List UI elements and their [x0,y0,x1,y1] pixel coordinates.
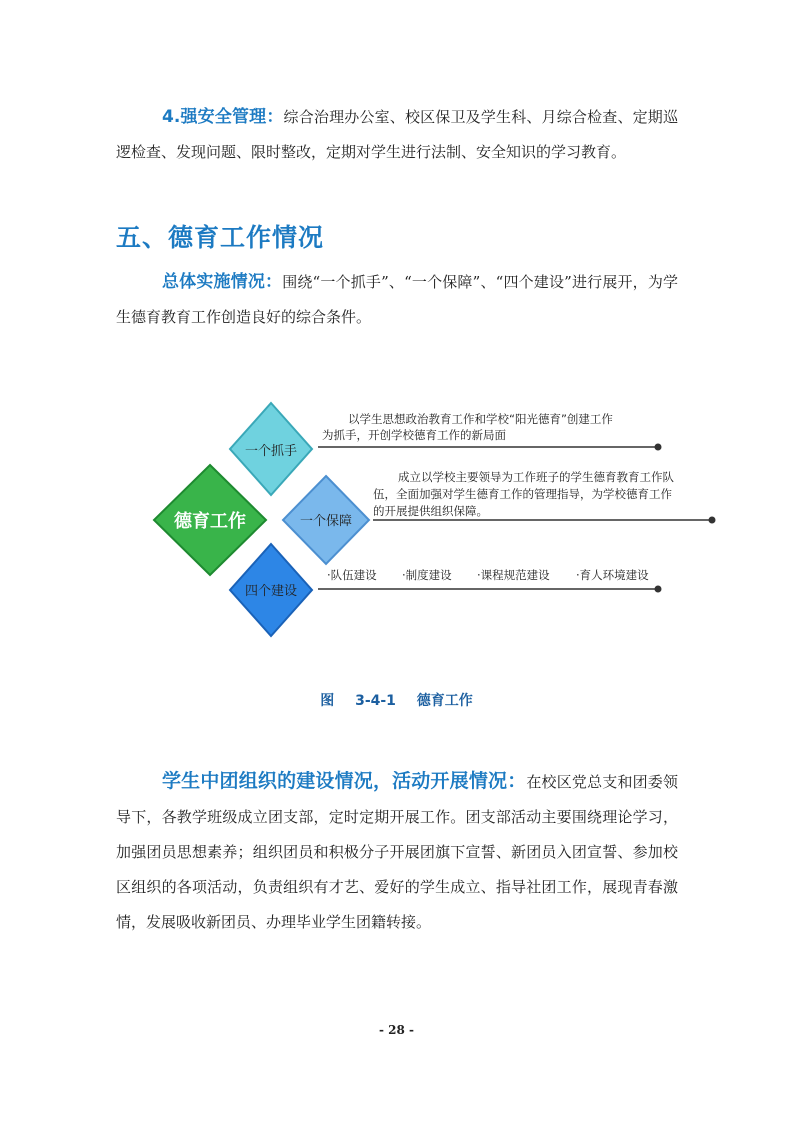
overview-lead: 总体实施情况： [162,272,283,292]
page-number: - 28 - [378,1023,414,1037]
handle-desc-line2: 为抓手，开创学校德育工作的新局面 [322,428,506,442]
league-paragraph [116,764,678,940]
construction-item-1: ·队伍建设 [327,568,377,582]
league-lead: 学生中团组织的建设情况，活动开展情况： [162,770,527,792]
figure-caption: 图 3-4-1 德育工作 [320,693,473,709]
overview-body: 围绕“一个抓手”、“一个保障”、“四个建设”进行展开，为学生德育教育工作创造良好的综合条件。 [116,273,679,326]
guarantee-desc-line2: 伍，全面加强对学生德育工作的管理指导，为学校德育工作 [373,487,672,501]
handle-line-end [655,444,662,451]
guarantee-desc-line3: 的开展提供组织保障。 [373,504,488,518]
guarantee-desc-line1: 成立以学校主要领导为工作班子的学生德育教育工作队 [398,470,674,484]
center-label: 德育工作 [174,511,246,532]
guarantee-label: 一个保障 [299,514,353,529]
safety-body: 综合治理办公室、校区保卫及学生科、月综合检查、定期巡逻检查、发现问题、限时整改，定期对学生进行法制、安全知识的学习教育。 [116,108,678,161]
league-body: 在校区党总支和团委领导下，各教学班级成立团支部，定时定期开展工作。团支部活动主要围绕理论学习，加强团员思想素养；组织团员和积极分子开展团旗下宣誓、新团员入团宣誓、参加校区组织的各项活动，负责组织有才艺、爱好的学生成立、指导社团工作，展现青春激情，发展吸收新团员、办理毕业学生团籍转接。 [116,773,678,931]
handle-label: 一个抓手 [244,444,298,459]
construction-item-4: ·育人环境建设 [576,568,649,582]
construction-item-2: ·制度建设 [402,568,452,582]
safety-lead: 4.强安全管理： [162,107,284,127]
construction-label: 四个建设 [244,584,298,599]
handle-desc-line1: 以学生思想政治教育工作和学校“阳光德育”创建工作 [348,412,613,426]
construction-item-3: ·课程规范建设 [477,568,550,582]
section-heading: 五、德育工作情况 [116,223,325,252]
construction-line-end [655,586,662,593]
guarantee-line-end [709,517,716,524]
